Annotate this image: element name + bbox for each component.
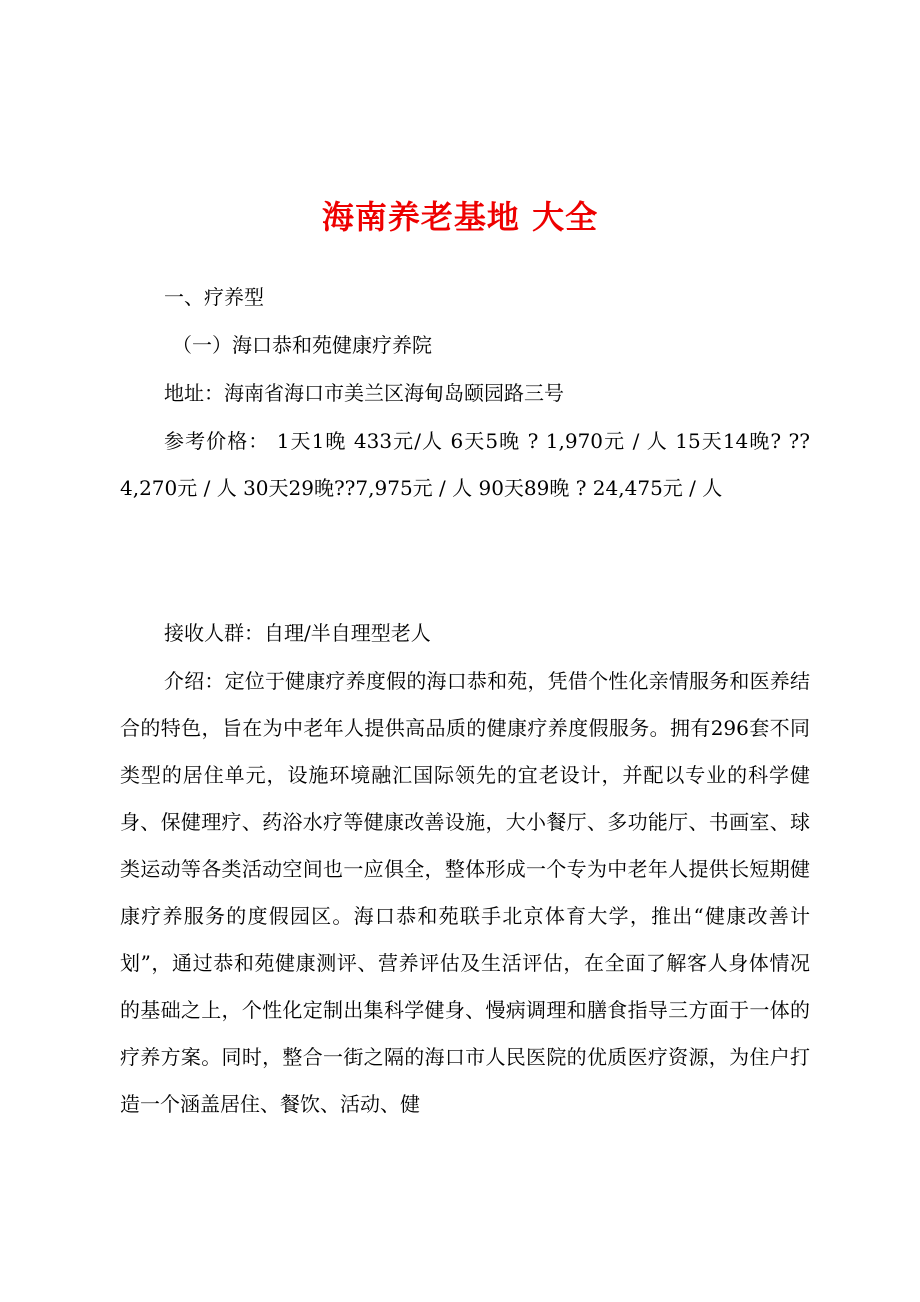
document-title: 海南养老基地 大全: [321, 198, 599, 236]
price-paragraph: 参考价格： 1天1晚 433元/人 6天5晚 ? 1,970元 / 人 15天14晚? ??4,270元 / 人 30天29晚??7,975元 / 人 90天89晚 ? 24,475元 / 人: [120, 429, 810, 500]
section-heading: 一、疗养型: [164, 285, 264, 309]
subsection-heading: （一）海口恭和苑健康疗养院: [172, 333, 432, 357]
audience-paragraph: 接收人群：自理/半自理型老人: [164, 621, 431, 645]
intro-paragraph: 介绍：定位于健康疗养度假的海口恭和苑，凭借个性化亲情服务和医养结合的特色，旨在为中老年人提供高品质的健康疗养度假服务。拥有296套不同类型的居住单元，设施环境融汇国际领先的宜老设计，并配以专业的科学健身、保健理疗、药浴水疗等健康改善设施，大小餐厅、多功能厅、书画室、球类运动等各类活动空间也一应俱全，整体形成一个专为中老年人提供长短期健康疗养服务的度假园区。海口恭和苑联手北京体育大学，推出“健康改善计划”，通过恭和苑健康测评、营养评估及生活评估，在全面了解客人身体情况的基础之上，个性化定制出集科学健身、慢病调理和膳食指导三方面于一体的疗养方案。同时，整合一街之隔的海口市人民医院的优质医疗资源，为住户打造一个涵盖居住、餐饮、活动、健: [120, 669, 810, 1116]
address-paragraph: 地址：海南省海口市美兰区海甸岛颐园路三号: [164, 381, 564, 405]
